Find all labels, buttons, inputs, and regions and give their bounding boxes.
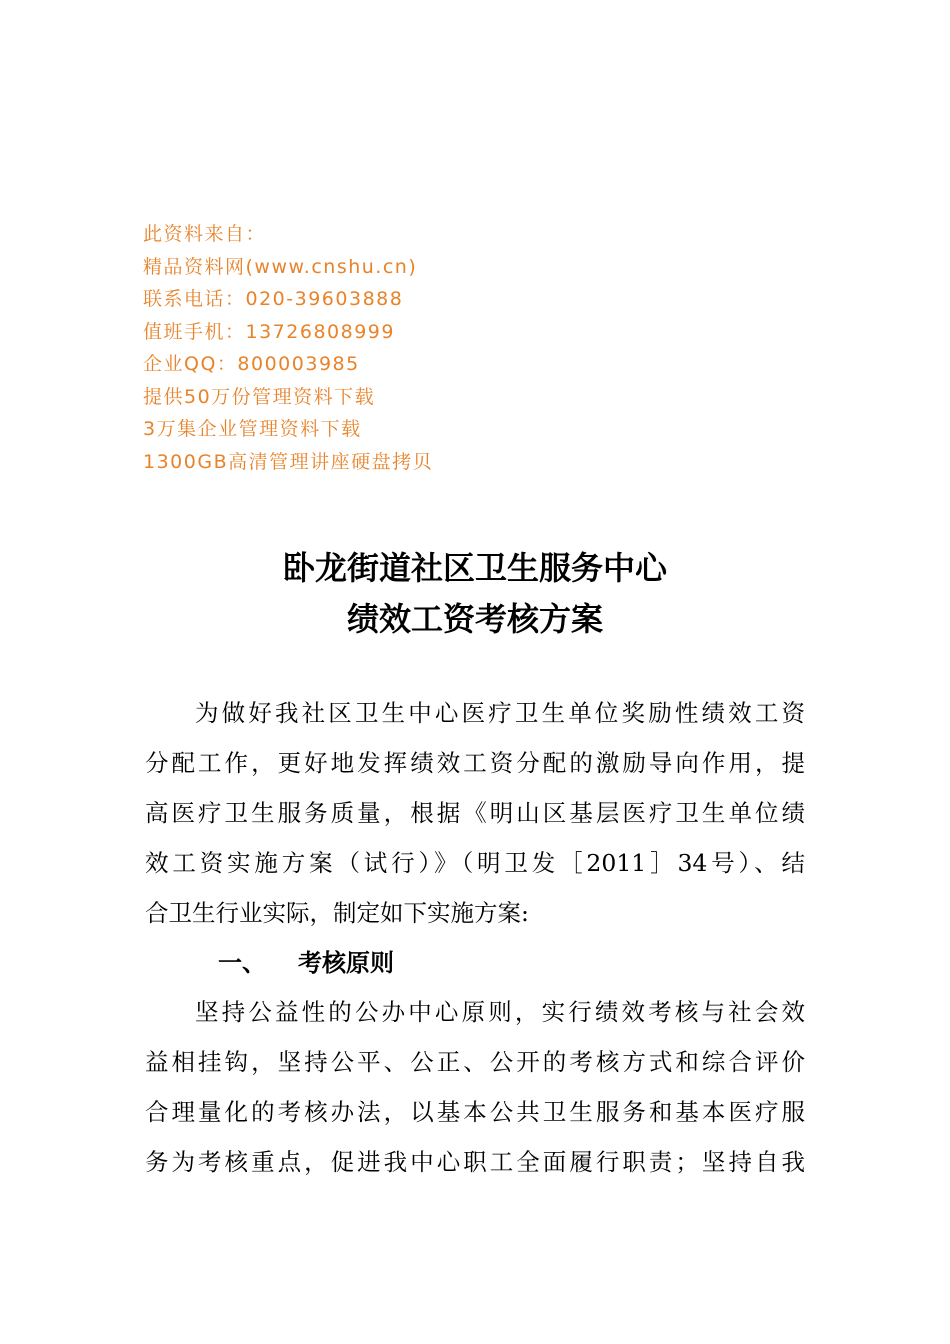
section-heading <box>218 938 394 988</box>
source-line: 联系电话：020-39603888 <box>143 288 404 310</box>
intro-paragraph <box>145 688 805 938</box>
paragraph-line: 分配工作，更好地发挥绩效工资分配的激励导向作用，提 <box>145 749 805 777</box>
source-line: 3万集企业管理资料下载 <box>143 418 362 440</box>
document-title-line-1: 卧龙街道社区卫生服务中心 <box>282 549 667 587</box>
source-line: 企业QQ：800003985 <box>143 353 360 375</box>
source-line: 1300GB高清管理讲座硬盘拷贝 <box>143 450 434 473</box>
paragraph-line: 合卫生行业实际，制定如下实施方案: <box>145 899 529 927</box>
source-line: 精品资料网(www.cnshu.cn) <box>143 255 418 278</box>
source-line: 此资料来自： <box>143 223 267 245</box>
source-info-block <box>143 218 433 478</box>
section-title: 考核原则 <box>298 948 394 977</box>
document-title-line-2: 绩效工资考核方案 <box>346 600 603 638</box>
paragraph-line: 高医疗卫生服务质量，根据《明山区基层医疗卫生单位绩 <box>145 799 805 827</box>
principles-paragraph <box>145 987 805 1187</box>
paragraph-line: 合理量化的考核办法，以基本公共卫生服务和基本医疗服 <box>145 1098 805 1126</box>
source-line: 提供50万份管理资料下载 <box>143 385 376 408</box>
paragraph-line: 益相挂钩，坚持公平、公正、公开的考核方式和综合评价 <box>145 1048 805 1076</box>
paragraph-line: 为做好我社区卫生中心医疗卫生单位奖励性绩效工资 <box>195 699 805 727</box>
paragraph-line: 坚持公益性的公办中心原则，实行绩效考核与社会效 <box>195 998 805 1026</box>
paragraph-line: 效工资实施方案（试行）》（明卫发［2011］34号）、结 <box>145 849 805 877</box>
paragraph-line: 务为考核重点，促进我中心职工全面履行职责；坚持自我 <box>145 1148 805 1176</box>
section-number: 一、 <box>218 948 266 977</box>
source-line: 值班手机：13726808999 <box>143 320 395 343</box>
